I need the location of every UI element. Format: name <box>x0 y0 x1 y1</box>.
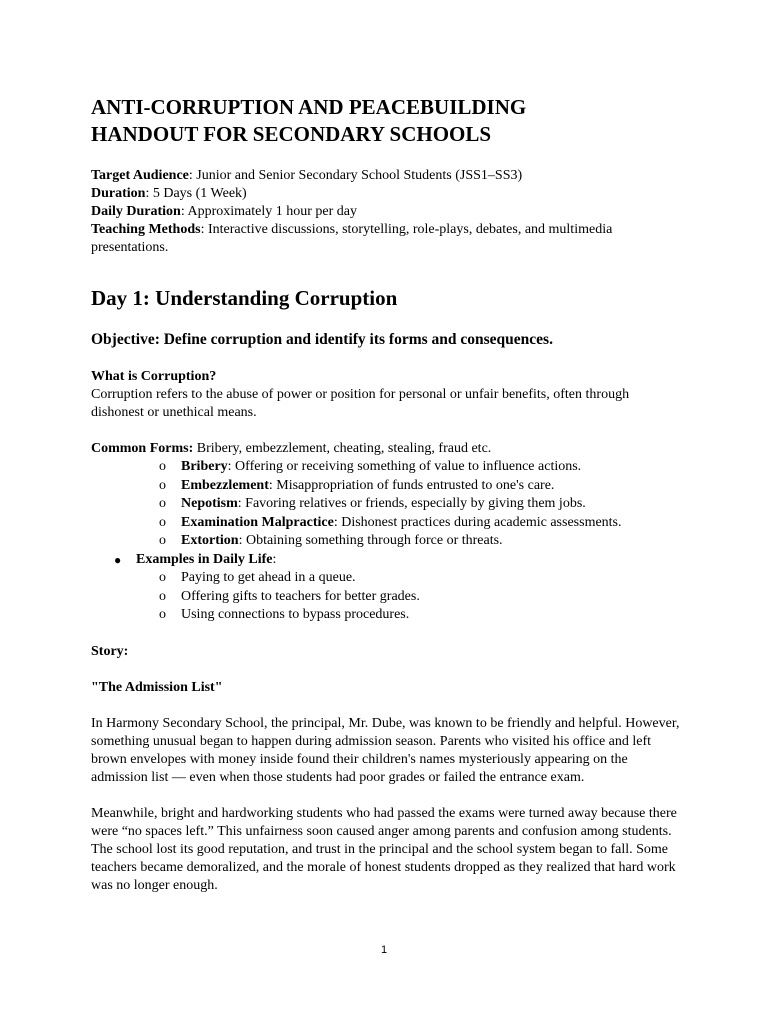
forms-list <box>91 458 681 551</box>
form-term: Bribery <box>181 459 228 474</box>
title-line-1: ANTI-CORRUPTION AND PEACEBUILDING <box>91 95 527 119</box>
common-forms-label: Common Forms: <box>91 441 194 456</box>
what-is-corruption-heading <box>91 368 681 386</box>
examples-list <box>91 569 681 625</box>
form-term: Nepotism <box>181 496 238 511</box>
teaching-methods-label: Teaching Methods <box>91 222 201 237</box>
what-heading-text: What is Corruption? <box>91 369 217 384</box>
form-term: Examination Malpractice <box>181 514 334 530</box>
list-item <box>91 458 681 477</box>
form-desc: : Favoring relatives or friends, especially by giving them jobs. <box>237 496 586 511</box>
list-item <box>91 477 681 496</box>
form-desc: : Obtaining something through force or threats. <box>238 533 503 548</box>
form-term: Embezzlement <box>181 477 269 493</box>
list-item <box>91 532 681 551</box>
duration-line <box>91 185 681 203</box>
list-item <box>91 588 681 607</box>
audience-value: : Junior and Senior Secondary School Students (JSS1–SS3) <box>188 168 523 183</box>
list-item <box>91 514 681 533</box>
form-desc: : Offering or receiving something of value to influence actions. <box>227 459 582 474</box>
teaching-methods-value: : Interactive discussions, storytelling, role-plays, debates, and multimedia presentations. <box>91 222 613 255</box>
teaching-methods-line <box>91 221 681 257</box>
example-text: Using connections to bypass procedures. <box>181 607 410 622</box>
bullet-o-icon: o <box>159 477 166 493</box>
page-number: 1 <box>380 944 388 956</box>
document-body <box>91 94 681 895</box>
handout-metadata <box>91 167 681 257</box>
common-forms-text: Bribery, embezzlement, cheating, stealing, fraud etc. <box>193 441 492 456</box>
bullet-o-icon: o <box>159 607 166 622</box>
form-term: Extortion <box>181 533 239 548</box>
story-paragraph-2: Meanwhile, bright and hardworking students who had passed the exams were turned away because there were “no spaces left.” This unfairness soon caused anger among parents and confusion among students. The school lost its good reputation, and trust in the principal and the school system began to fall. Some teachers became demoralized, and the morale of honest students dropped as they realized that hard work was no longer enough. <box>91 805 677 893</box>
bullet-o-icon: o <box>159 588 166 604</box>
audience-line <box>91 167 681 185</box>
form-desc: : Dishonest practices during academic assessments. <box>333 514 622 530</box>
story-title-text: "The Admission List" <box>91 679 223 695</box>
examples-heading <box>91 551 681 570</box>
story-title <box>91 679 681 697</box>
story-label-text: Story: <box>91 643 129 659</box>
story-paragraph-1: In Harmony Secondary School, the principal, Mr. Dube, was known to be friendly and helpful. However, something unusual began to happen during admission season. Parents who visited his office and left brown envelopes with money inside found their children's names mysteriously appearing on the admission list — even when those students had poor grades or failed the entrance exam. <box>91 715 680 785</box>
duration-value: : 5 Days (1 Week) <box>145 186 247 201</box>
bullet-o-icon: o <box>159 514 166 530</box>
list-item <box>91 569 681 588</box>
common-forms-line <box>91 440 681 458</box>
examples-label: Examples in Daily Life <box>136 551 273 567</box>
bullet-o-icon: o <box>159 570 166 585</box>
daily-duration-value: : Approximately 1 hour per day <box>180 204 357 219</box>
daily-duration-label: Daily Duration <box>91 204 181 219</box>
duration-label: Duration <box>91 186 146 201</box>
bullet-o-icon: o <box>159 533 166 548</box>
form-desc: : Misappropriation of funds entrusted to one's care. <box>268 477 555 493</box>
objective-heading: Objective: Define corruption and identify its forms and consequences. <box>91 331 553 348</box>
corruption-definition: Corruption refers to the abuse of power or position for personal or unfair benefits, often through dishonest or unethical means. <box>91 387 630 420</box>
story-label <box>91 643 681 661</box>
bullet-o-icon: o <box>159 496 166 511</box>
example-text: Paying to get ahead in a queue. <box>181 570 356 585</box>
daily-duration-line <box>91 203 681 221</box>
document-title <box>91 94 681 148</box>
list-item <box>91 495 681 514</box>
audience-label: Target Audience <box>91 168 189 183</box>
title-line-2: HANDOUT FOR SECONDARY SCHOOLS <box>91 122 492 146</box>
list-item <box>91 606 681 625</box>
examples-colon: : <box>272 551 277 567</box>
bullet-o-icon: o <box>159 459 166 474</box>
day1-heading: Day 1: Understanding Corruption <box>91 286 398 310</box>
bullet-dot-icon: ● <box>114 552 122 567</box>
example-text: Offering gifts to teachers for better grades. <box>181 588 420 604</box>
